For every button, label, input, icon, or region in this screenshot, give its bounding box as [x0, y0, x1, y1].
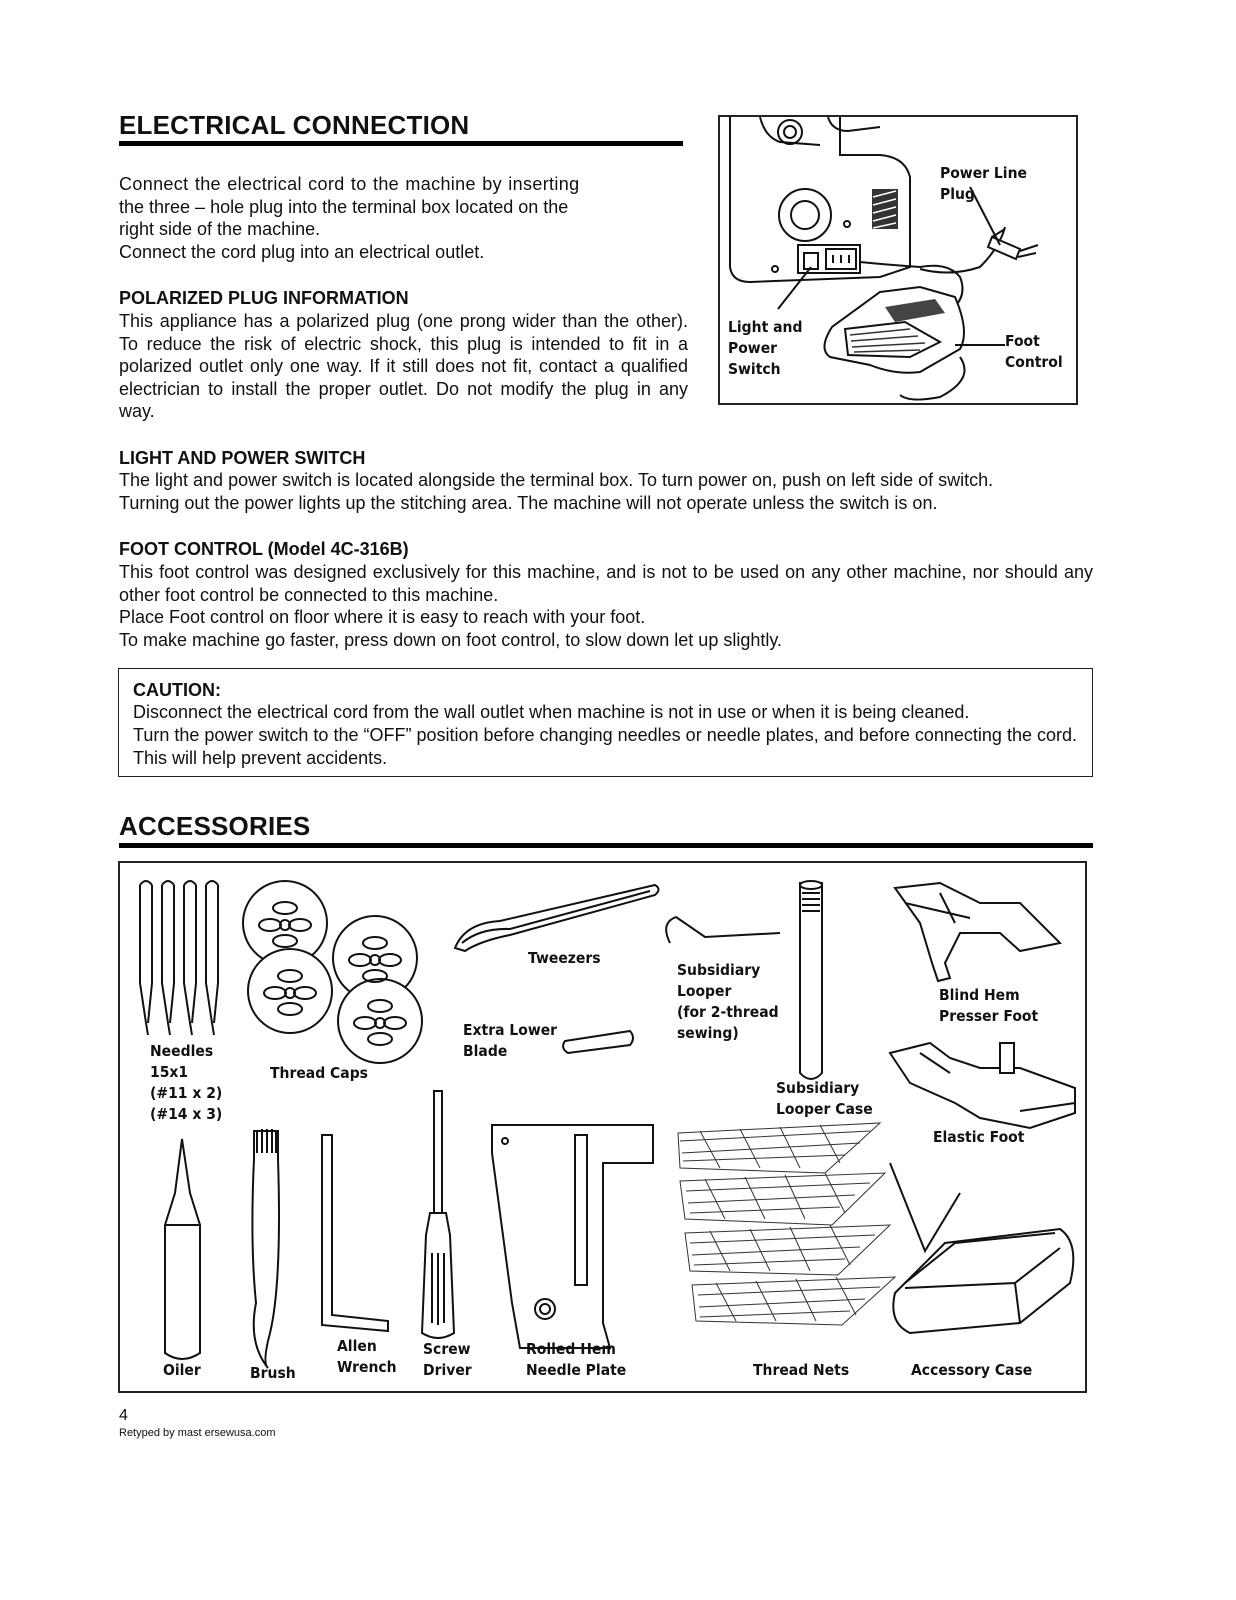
label-line: (#14 x 3)	[150, 1105, 223, 1123]
label-line: Needles	[150, 1042, 214, 1060]
screwdriver-icon	[422, 1091, 454, 1338]
label-line: Allen	[337, 1337, 377, 1355]
label-line: Plug	[940, 185, 975, 203]
needles-label	[150, 1041, 222, 1125]
label-line: Wrench	[337, 1358, 397, 1376]
polarized-text: This appliance has a polarized plug (one prong wider than the other). To reduce the risk of electric shock, this plug is intended to fit in a polarized outlet only one way. If it still does not fit, contact a qualified electrician to install the proper outlet. Do not modify the plug in any way.	[119, 311, 688, 422]
caution-line1: Disconnect the electrical cord from the wall outlet when machine is not in use or when it is being cleaned.	[133, 702, 970, 722]
elastic-foot-icon	[890, 1043, 1075, 1128]
extra-lower-blade-label	[463, 1020, 557, 1062]
light-power-text	[119, 469, 1109, 514]
label-line: Power	[728, 339, 778, 357]
accessories-heading-rule	[119, 843, 1093, 848]
label-line: Power Line	[940, 164, 1027, 182]
label-line: Screw	[423, 1340, 471, 1358]
label-line: Driver	[423, 1361, 472, 1379]
accessories-figure	[118, 861, 1087, 1393]
brush-icon	[252, 1131, 279, 1368]
caution-text: Turn the power switch to the “OFF” position before changing needles or needle plates, and before connecting the cord. This will help prevent accidents.	[133, 725, 1077, 768]
text-line: The light and power switch is located alongside the terminal box. To turn power on, push on left side of switch.	[119, 470, 994, 490]
label-line: (for 2-thread	[677, 1003, 779, 1021]
label-line: Rolled Hem	[526, 1340, 616, 1358]
foot-control-title: FOOT CONTROL (Model 4C-316B)	[119, 539, 409, 559]
looper-icon	[666, 917, 780, 943]
oiler-label: Oiler	[163, 1361, 201, 1379]
thread-nets-icon	[678, 1123, 895, 1325]
label-line: Subsidiary	[677, 961, 761, 979]
intro-line: the three – hole plug into the terminal box located on the	[119, 196, 569, 217]
page-number: 4	[119, 1407, 128, 1424]
label-line: Looper	[677, 982, 732, 1000]
label-line: Subsidiary	[776, 1079, 860, 1097]
looper-case-icon	[800, 883, 822, 1079]
tweezers-label: Tweezers	[528, 949, 601, 967]
text-line: Turning out the power lights up the stitching area. The machine will not operate unless the switch is on.	[119, 492, 938, 513]
foot-control-line3: To make machine go faster, press down on foot control, to slow down let up slightly.	[119, 630, 783, 650]
label-line: Blade	[463, 1042, 508, 1060]
label-line: Looper Case	[776, 1100, 873, 1118]
thread-nets-label: Thread Nets	[753, 1361, 850, 1379]
label-line: Switch	[728, 360, 781, 378]
electrical-heading-rule	[119, 141, 683, 146]
light-power-switch-label	[728, 317, 802, 380]
tweezers-icon	[455, 885, 659, 951]
intro-line: right side of the machine.	[119, 219, 321, 240]
power-line-plug-label	[940, 163, 1027, 205]
caution-box	[118, 668, 1093, 777]
caution-title: CAUTION:	[133, 680, 221, 700]
electrical-figure	[718, 115, 1078, 405]
needles-icon	[140, 881, 218, 1035]
label-line: sewing)	[677, 1024, 739, 1042]
label-line: Extra Lower	[463, 1021, 558, 1039]
accessory-case-label: Accessory Case	[911, 1361, 1033, 1379]
foot-control-text: This foot control was designed exclusively for this machine, and is not to be used on any other machine, nor should any other foot control be connected to this machine.	[119, 562, 1093, 605]
label-line: Control	[1005, 353, 1063, 371]
screw-driver-label	[423, 1339, 472, 1381]
thread-caps-icon	[243, 881, 422, 1063]
thread-caps-label: Thread Caps	[270, 1064, 368, 1082]
elastic-foot-label: Elastic Foot	[933, 1128, 1025, 1146]
accessories-heading: ACCESSORIES	[119, 811, 311, 841]
polarized-title: POLARIZED PLUG INFORMATION	[119, 288, 409, 308]
electrical-intro	[119, 173, 639, 263]
label-line: Blind Hem	[939, 986, 1020, 1004]
blind-hem-presser-foot-label	[939, 985, 1038, 1027]
rolled-hem-plate-icon	[492, 1125, 653, 1348]
label-line: 15x1	[150, 1063, 189, 1081]
blade-icon	[563, 1031, 633, 1053]
retyped-credit: Retyped by mast ersewusa.com	[119, 1427, 276, 1439]
blind-hem-foot-icon	[895, 883, 1060, 981]
allen-wrench-icon	[322, 1135, 388, 1331]
foot-control-label	[1005, 331, 1063, 373]
brush-label: Brush	[250, 1364, 296, 1382]
label-line: Presser Foot	[939, 1007, 1039, 1025]
subsidiary-looper-case-label	[776, 1078, 873, 1120]
accessory-case-icon	[893, 1229, 1073, 1333]
label-line: Light and	[728, 318, 803, 336]
electrical-heading: ELECTRICAL CONNECTION	[119, 110, 470, 140]
label-line: Needle Plate	[526, 1361, 627, 1379]
foot-control-line2: Place Foot control on floor where it is easy to reach with your foot.	[119, 607, 646, 627]
subsidiary-looper-label	[677, 960, 779, 1044]
intro-line: Connect the cord plug into an electrical outlet.	[119, 241, 485, 262]
oiler-icon	[165, 1139, 200, 1359]
label-line: Foot	[1005, 332, 1040, 350]
light-power-title: LIGHT AND POWER SWITCH	[119, 448, 366, 468]
allen-wrench-label	[337, 1336, 397, 1378]
label-line: (#11 x 2)	[150, 1084, 223, 1102]
rolled-hem-needle-plate-label	[526, 1339, 626, 1381]
intro-line: Connect the electrical cord to the machine by inserting	[119, 174, 580, 194]
